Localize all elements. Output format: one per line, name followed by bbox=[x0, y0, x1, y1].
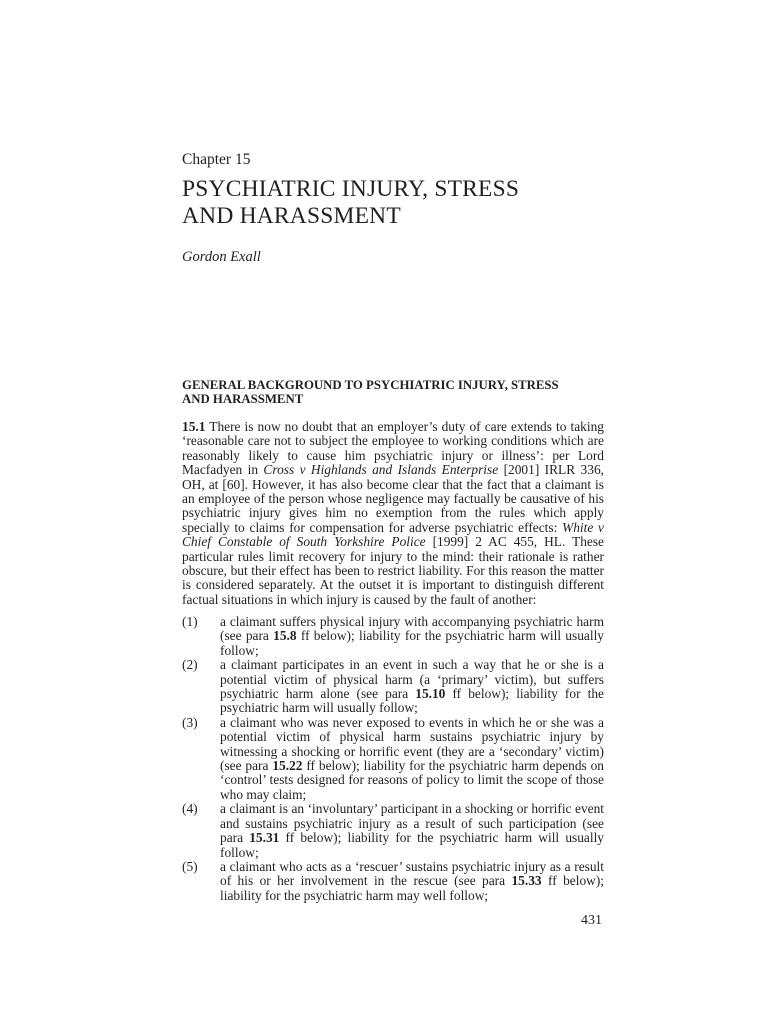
list-item-marker: (3) bbox=[182, 714, 198, 730]
list-item-text-after: ff below); liability for the psychiatric harm depends on ‘control’ tests designed for reasons of policy to limit the scope of those who may claim; bbox=[220, 758, 604, 802]
para-reference: 15.22 bbox=[272, 758, 303, 774]
section-heading bbox=[182, 378, 602, 407]
list-item-marker: (4) bbox=[182, 801, 198, 817]
case-citation-cross: Cross v Highlands and Islands Enterprise bbox=[263, 462, 499, 478]
chapter-title-line-1: PSYCHIATRIC INJURY, STRESS bbox=[182, 176, 520, 202]
list-item bbox=[182, 658, 604, 716]
paragraph-text-1: There is now no doubt that an employer’s duty of care extends to taking ‘reasonable care not to subject the employee to working conditions which are reasonably likely to cause him psychiatric injury or illness’: per Lord Macfadyen in bbox=[182, 419, 604, 478]
paragraph-text-3: [1999] 2 AC 455, HL. These particular rules limit recovery for injury to the mind: their rationale is rather obscure, but their effect has been to restrict liability. For this reason the matter is considered separately. At the outset it is important to distinguish different factual situations in which injury is caused by the fault of another: bbox=[182, 534, 604, 607]
para-reference: 15.10 bbox=[415, 686, 446, 702]
chapter-author: Gordon Exall bbox=[182, 249, 261, 265]
page-number: 431 bbox=[581, 913, 602, 928]
list-item bbox=[182, 802, 604, 860]
list-item-text-after: ff below); liability for the psychiatric harm will usually follow; bbox=[220, 830, 604, 860]
section-heading-line-1: GENERAL BACKGROUND TO PSYCHIATRIC INJURY, STRESS bbox=[182, 378, 559, 392]
list-item-text-before: a claimant suffers physical injury with accompanying psychiatric harm (see para bbox=[220, 614, 604, 644]
list-item-text-after: ff below); liability for the psychiatric harm may well follow; bbox=[220, 873, 604, 903]
list-item-text-before: a claimant is an ‘involuntary’ participant in a shocking or horrific event and sustains psychiatric injury as a result of such participation (see para bbox=[220, 801, 604, 846]
chapter-title bbox=[182, 176, 662, 230]
list-item-text-after: ff below); liability for the psychiatric harm will usually follow; bbox=[220, 628, 604, 658]
list-item-text-before: a claimant who was never exposed to events in which he or she was a potential victim of physical harm sustains psychiatric injury by witnessing a shocking or horrific event (they are a ‘secondary’ victim) (see para bbox=[220, 714, 604, 774]
para-reference: 15.33 bbox=[511, 873, 542, 889]
list-item-text-before: a claimant participates in an event in such a way that he or she is a potential victim of physical harm (a ‘primary’ victim), but suffers psychiatric harm alone (see para bbox=[220, 657, 604, 702]
case-citation-white: White v Chief Constable of South Yorkshire Police bbox=[182, 519, 604, 550]
situations-list bbox=[182, 615, 604, 903]
chapter-label: Chapter 15 bbox=[182, 151, 251, 168]
list-item-text bbox=[220, 615, 604, 658]
section-heading-line-2: AND HARASSMENT bbox=[182, 392, 304, 407]
list-item-text bbox=[220, 658, 604, 716]
list-item bbox=[182, 716, 604, 802]
list-item-marker: (1) bbox=[182, 614, 198, 629]
para-reference: 15.8 bbox=[273, 628, 297, 644]
list-item-text bbox=[220, 716, 604, 802]
list-item-text-after: ff below); liability for the psychiatric harm will usually follow; bbox=[220, 686, 604, 716]
para-reference: 15.31 bbox=[249, 830, 280, 846]
list-item-marker: (2) bbox=[182, 657, 198, 673]
list-item bbox=[182, 615, 604, 658]
paragraph-text-2: [2001] IRLR 336, OH, at [60]. However, it has also become clear that the fact that a claimant is an employee of the person whose negligence may factually be causative of his psychiatric injury gives him no exemption from the rules which apply specially to claims for compensation for adverse psychiatric effects: bbox=[182, 462, 604, 535]
list-item-text bbox=[220, 860, 604, 903]
list-item-marker: (5) bbox=[182, 858, 198, 874]
paragraph-number: 15.1 bbox=[182, 419, 206, 434]
list-item-text bbox=[220, 802, 604, 860]
list-item bbox=[182, 860, 604, 903]
list-item-text-before: a claimant who acts as a ‘rescuer’ sustains psychiatric injury as a result of his or her involvement in the rescue (see para bbox=[220, 858, 604, 889]
chapter-title-line-2: AND HARASSMENT bbox=[182, 203, 401, 229]
paragraph-15-1 bbox=[182, 420, 604, 607]
